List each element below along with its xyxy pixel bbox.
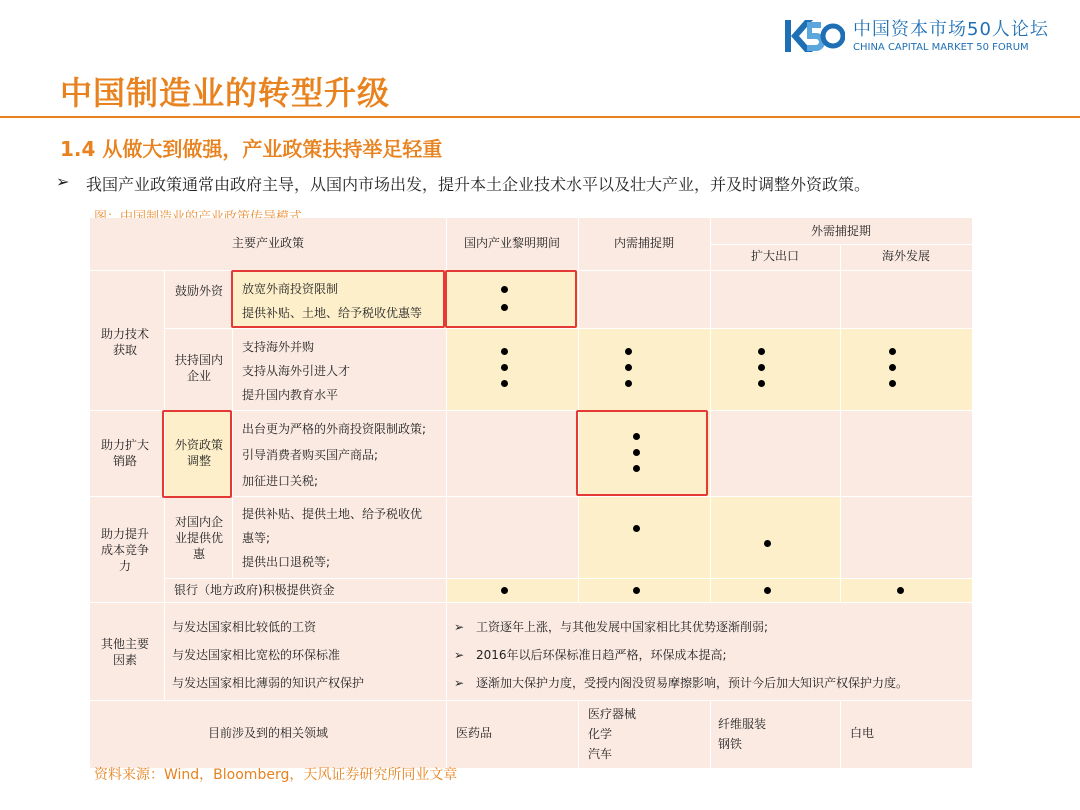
subgroup-adjust: 外资政策调整 bbox=[174, 438, 223, 468]
dot-mark bbox=[625, 348, 632, 355]
dot-mark bbox=[758, 348, 765, 355]
grid-line bbox=[840, 244, 841, 602]
measure-pref-2: 惠等; bbox=[242, 531, 271, 545]
subgroup-domestic: 扶持国内企业 bbox=[174, 353, 223, 383]
field-phase3a-1: 纤维服装 bbox=[718, 717, 767, 731]
group-sales: 助力扩大销路 bbox=[100, 438, 149, 468]
other-note-1: 工资逐年上涨，与其他发展中国家相比其优势逐渐削弱; bbox=[476, 620, 769, 634]
dot-mark bbox=[625, 364, 632, 371]
grid-line bbox=[90, 602, 972, 603]
grid-line bbox=[840, 700, 841, 768]
measure-pref-3: 提供出口退税等; bbox=[242, 555, 331, 569]
page-title: 中国制造业的转型升级 bbox=[60, 74, 391, 112]
dot-mark bbox=[501, 380, 508, 387]
grid-line bbox=[578, 700, 579, 768]
dot-mark bbox=[501, 364, 508, 371]
measure-pref-1: 提供补贴、提供土地、给予税收优 bbox=[242, 507, 423, 521]
measure-adjust-2: 引导消费者购买国产商品; bbox=[242, 448, 379, 462]
highlight-box-foreign-phase1 bbox=[445, 270, 577, 328]
header-phase3: 外需捕捉期 bbox=[810, 224, 871, 238]
dot-mark bbox=[758, 364, 765, 371]
logo-name-en: CHINA CAPITAL MARKET 50 FORUM bbox=[853, 41, 1029, 53]
source-note: 资料来源：Wind，Bloomberg，天风证券研究所同业文章 bbox=[94, 767, 458, 783]
header-phase1: 国内产业黎明期间 bbox=[463, 236, 560, 250]
dot-mark bbox=[764, 540, 771, 547]
grid-line bbox=[710, 700, 711, 768]
measure-foreign-2: 提供补贴、土地、给予税收优惠等 bbox=[242, 306, 423, 320]
measure-domestic-1: 支持海外并购 bbox=[242, 340, 315, 354]
section-subtitle: 1.4 从做大到做强，产业政策扶持举足轻重 bbox=[60, 137, 443, 161]
arrow-bullet-icon: ➢ bbox=[454, 648, 465, 662]
summary-text: 我国产业政策通常由政府主导，从国内市场出发，提升本土企业技术水平以及壮大产业，并及时调整外资政策。 bbox=[86, 175, 871, 194]
other-factor-3: 与发达国家相比薄弱的知识产权保护 bbox=[172, 676, 365, 690]
highlight-bank-row bbox=[446, 578, 972, 602]
measure-adjust-1: 出台更为严格的外商投资限制政策; bbox=[242, 422, 427, 436]
fields-label: 目前涉及到的相关领域 bbox=[207, 726, 328, 740]
group-cost: 助力提升成本竞争力 bbox=[100, 527, 149, 573]
subgroup-foreign: 鼓励外资 bbox=[174, 284, 223, 298]
subgroup-pref: 对国内企业提供优惠 bbox=[174, 515, 223, 561]
dot-mark bbox=[758, 380, 765, 387]
dot-mark bbox=[501, 587, 508, 594]
measure-bank: 银行（地方政府)积极提供资金 bbox=[174, 583, 335, 597]
title-divider bbox=[0, 116, 1080, 118]
field-phase3b: 白电 bbox=[850, 726, 875, 740]
grid-line bbox=[710, 218, 711, 602]
header-phase2: 内需捕捉期 bbox=[613, 236, 674, 250]
arrow-bullet-icon: ➢ bbox=[454, 676, 465, 690]
arrow-bullet-icon: ➢ bbox=[454, 620, 465, 634]
field-phase1: 医药品 bbox=[456, 726, 493, 740]
summary-bullet bbox=[56, 172, 870, 195]
highlight-box-adjust bbox=[162, 410, 232, 498]
highlight-box-foreign bbox=[231, 270, 445, 328]
field-phase2-2: 化学 bbox=[588, 727, 613, 741]
dot-mark bbox=[625, 380, 632, 387]
field-phase2-3: 汽车 bbox=[588, 747, 613, 761]
dot-mark bbox=[897, 587, 904, 594]
other-factor-1: 与发达国家相比较低的工资 bbox=[172, 620, 317, 634]
header-phase3-export: 扩大出口 bbox=[750, 249, 799, 263]
header-phase3-overseas: 海外发展 bbox=[881, 249, 930, 263]
field-phase3a-2: 钢铁 bbox=[718, 737, 743, 751]
policy-table bbox=[90, 218, 972, 768]
dot-mark bbox=[501, 348, 508, 355]
field-phase2-1: 医疗器械 bbox=[588, 707, 637, 721]
measure-foreign-1: 放宽外商投资限制 bbox=[242, 282, 339, 296]
other-factor-2: 与发达国家相比宽松的环保标准 bbox=[172, 648, 341, 662]
dot-mark bbox=[889, 364, 896, 371]
dot-mark bbox=[889, 348, 896, 355]
dot-mark bbox=[764, 587, 771, 594]
logo-name-cn: 中国资本市场50人论坛 bbox=[853, 18, 1049, 40]
forum-logo bbox=[783, 16, 1049, 56]
other-note-3: 逐渐加大保护力度，受授内阁没贸易摩擦影响，预计今后加大知识产权保护力度。 bbox=[476, 676, 909, 690]
dot-mark bbox=[633, 525, 640, 532]
measure-domestic-2: 支持从海外引进人才 bbox=[242, 364, 351, 378]
other-note-2: 2016年以后环保标准日趋严格，环保成本提高; bbox=[476, 648, 727, 662]
highlight-box-adjust-phase2 bbox=[576, 410, 708, 496]
dot-mark bbox=[889, 380, 896, 387]
grid-line bbox=[164, 328, 972, 329]
measure-domestic-3: 提升国内教育水平 bbox=[242, 388, 339, 402]
arrow-bullet-icon: ➢ bbox=[56, 172, 70, 191]
group-other: 其他主要因素 bbox=[100, 637, 149, 667]
group-tech: 助力技术获取 bbox=[100, 327, 149, 357]
dot-mark bbox=[633, 587, 640, 594]
grid-line bbox=[164, 602, 165, 700]
highlight-pref-row bbox=[578, 496, 840, 578]
measure-adjust-3: 加征进口关税; bbox=[242, 474, 319, 488]
header-policy: 主要产业政策 bbox=[231, 236, 304, 250]
k50-logo-icon bbox=[783, 16, 845, 56]
